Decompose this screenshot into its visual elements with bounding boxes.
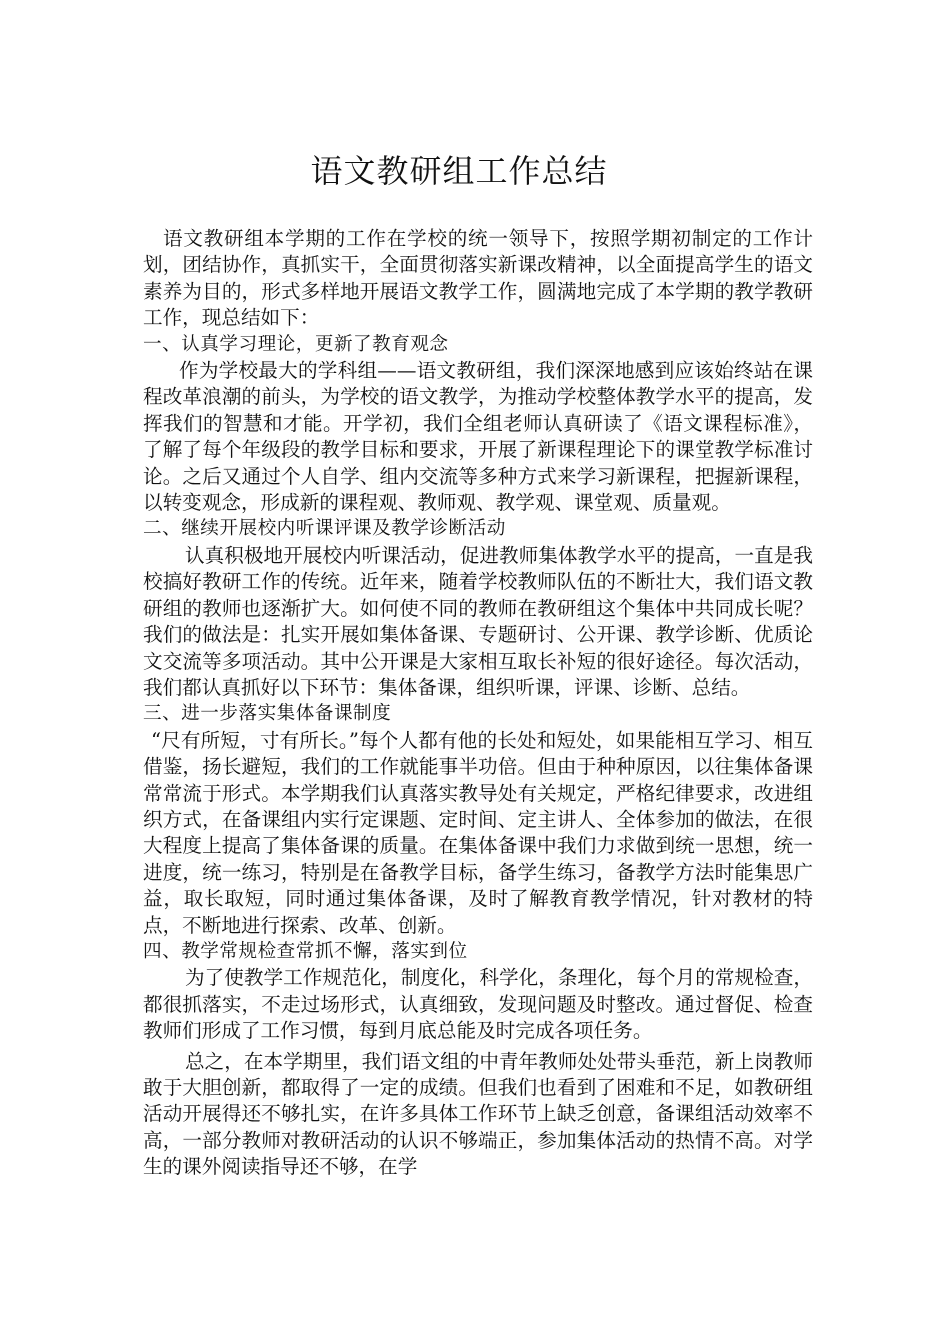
intro-paragraph: 语文教研组本学期的工作在学校的统一领导下，按照学期初制定的工作计划，团结协作，真抓实干，全面贯彻落实新课改精神，以全面提高学生的语文素养为目的，形式多样地开展语文教学工作，圆满地完成了本学期的教学教研工作，现总结如下： bbox=[143, 227, 813, 330]
section-4-heading: 四、教学常规检查常抓不懈，落实到位 bbox=[143, 940, 468, 962]
section-2-body: 认真积极地开展校内听课活动，促进教师集体教学水平的提高，一直是我校搞好教研工作的传统。近年来，随着学校教师队伍的不断壮大，我们语文教研组的教师也逐渐扩大。如何使不同的教师在教研组这个集体中共同成长呢？我们的做法是：扎实开展如集体备课、专题研讨、公开课、教学诊断、优质论文交流等多项活动。其中公开课是大家相互取长补短的很好途径。每次活动，我们都认真抓好以下环节：集体备课，组织听课，评课、诊断、总结。 bbox=[143, 543, 813, 699]
section-1-body: 作为学校最大的学科组——语文教研组，我们深深地感到应该始终站在课程改革浪潮的前头，为学校的语文教学，为推动学校整体教学水平的提高，发挥我们的智慧和才能。开学初，我们全组老师认真研读了《语文课程标准》，了解了每个年级段的教学目标和要求，开展了新课程理论下的课堂教学标准讨论。之后又通过个人自学、组内交流等多种方式来学习新课程，把握新课程，以转变观念，形成新的课程观、教师观、教学观、课堂观、质量观。 bbox=[143, 359, 813, 515]
section-1-heading: 一、认真学习理论，更新了教育观念 bbox=[143, 333, 449, 355]
section-2-heading: 二、继续开展校内听课评课及教学诊断活动 bbox=[143, 518, 506, 540]
section-3-body: “尺有所短，寸有所长。”每个人都有他的长处和短处，如果能相互学习、相互借鉴，扬长避短，我们的工作就能事半功倍。但由于种种原因，以往集体备课常常流于形式。本学期我们认真落实教导处有关规定，严格纪律要求，改进组织方式，在备课组内实行定课题、定时间、定主讲人、全体参加的做法，在很大程度上提高了集体备课的质量。在集体备课中我们力求做到统一思想，统一进度，统一练习，特别是在备教学目标，备学生练习，备教学方法时能集思广益，取长取短，同时通过集体备课，及时了解教育教学情况，针对教材的特点，不断地进行探索、改革、创新。 bbox=[143, 728, 813, 937]
section-4-body: 为了使教学工作规范化，制度化，科学化，条理化，每个月的常规检查，都很抓落实，不走过场形式，认真细致，发现问题及时整改。通过督促、检查教师们形成了工作习惯，每到月底总能及时完成各项任务。 bbox=[143, 966, 813, 1043]
document-body bbox=[143, 226, 813, 1181]
conclusion-paragraph: 总之，在本学期里，我们语文组的中青年教师处处带头垂范，新上岗教师敢于大胆创新，都取得了一定的成绩。但我们也看到了困难和不足，如教研组活动开展得还不够扎实，在许多具体工作环节上缺乏创意，备课组活动效率不高，一部分教师对教研活动的认识不够端正，参加集体活动的热情不高。对学生的课外阅读指导还不够，在学 bbox=[143, 1049, 813, 1179]
document-title: 语文教研组工作总结 bbox=[310, 152, 608, 191]
section-3-heading: 三、进一步落实集体备课制度 bbox=[143, 703, 392, 725]
